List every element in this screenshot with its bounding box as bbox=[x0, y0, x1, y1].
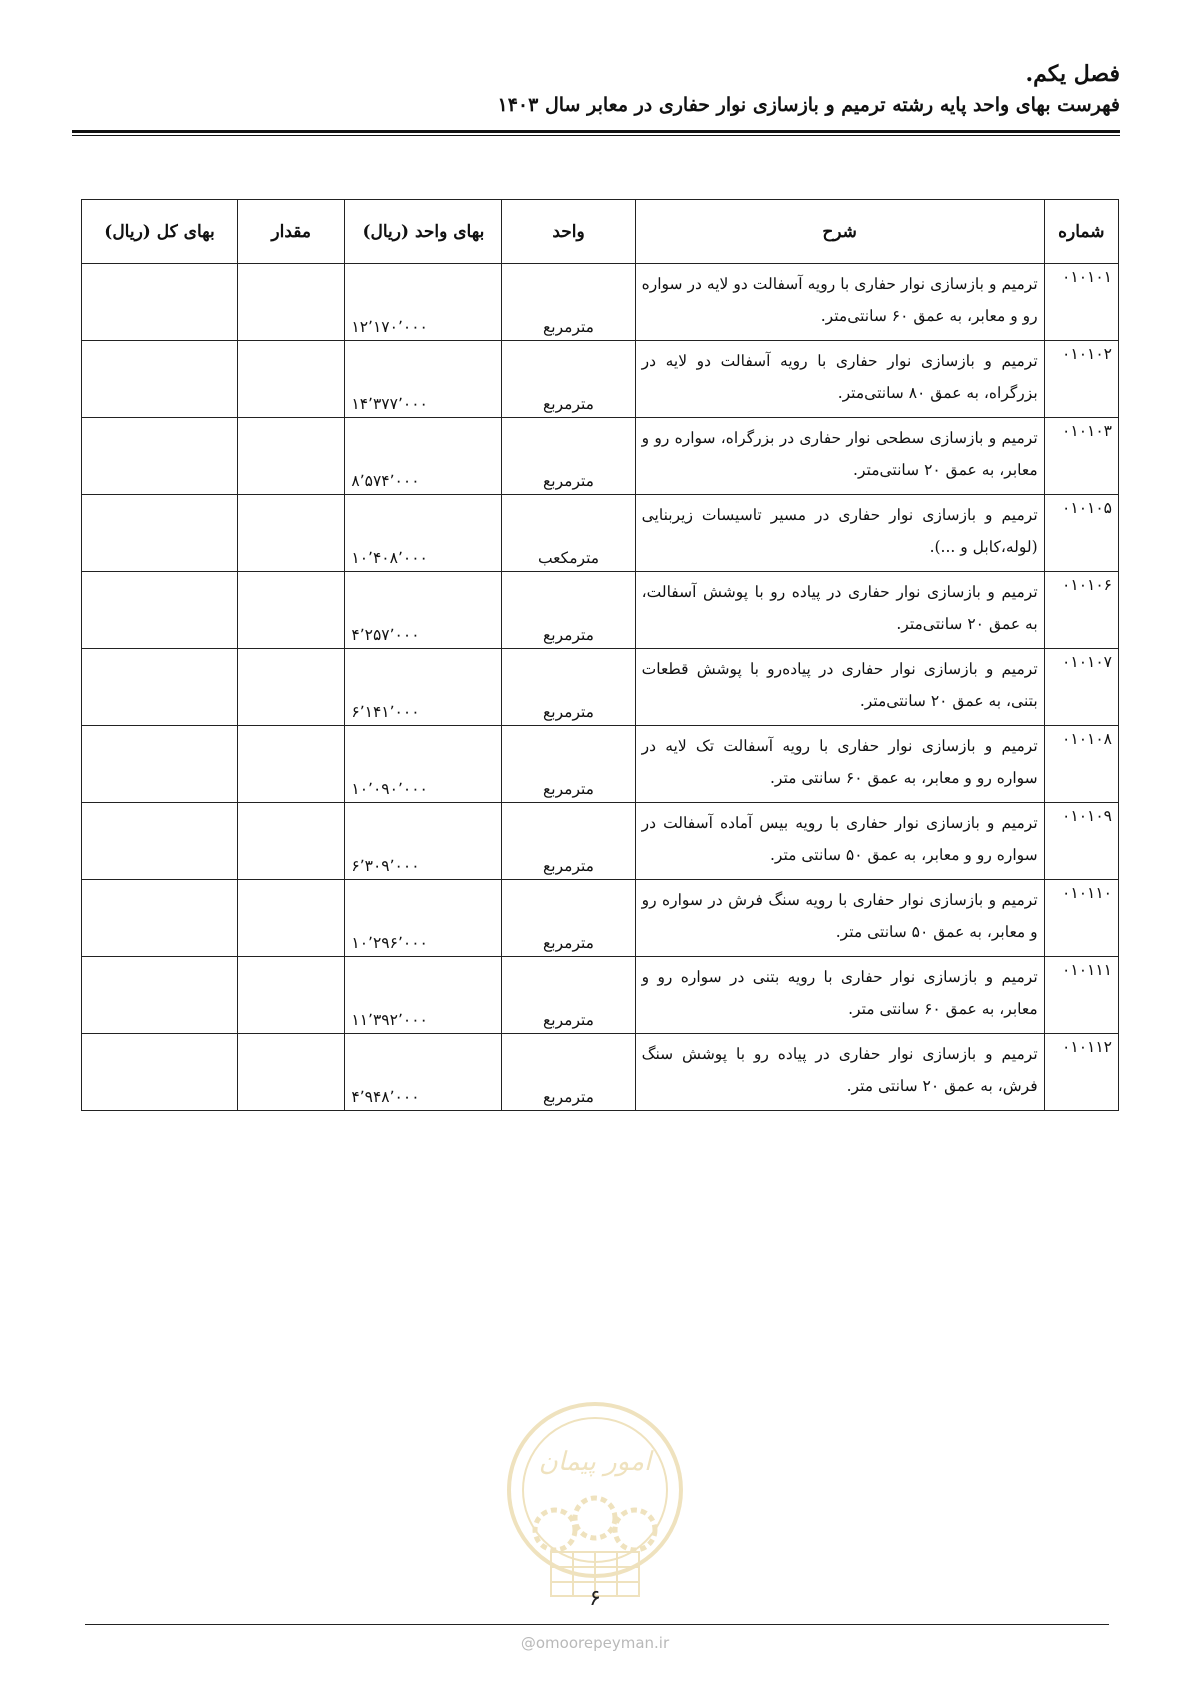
footer-credit[interactable]: @omoorepeyman.ir bbox=[520, 1634, 670, 1652]
item-total-price-cell[interactable] bbox=[82, 880, 238, 957]
item-quantity-cell[interactable] bbox=[238, 957, 345, 1034]
item-quantity-cell[interactable] bbox=[238, 341, 345, 418]
item-unit: مترمربع bbox=[502, 1034, 635, 1111]
table-row bbox=[82, 803, 1119, 880]
item-code: ۰۱۰۱۱۲ bbox=[1044, 1034, 1118, 1111]
column-header-unit: واحد bbox=[502, 200, 635, 264]
item-quantity-cell[interactable] bbox=[238, 880, 345, 957]
item-total-price-cell[interactable] bbox=[82, 1034, 238, 1111]
item-unit-price: ۸٬۵۷۴٬۰۰۰ bbox=[345, 418, 502, 495]
item-unit: مترمکعب bbox=[502, 495, 635, 572]
item-code: ۰۱۰۱۰۹ bbox=[1044, 803, 1118, 880]
item-total-price-cell[interactable] bbox=[82, 649, 238, 726]
publisher-seal-watermark bbox=[505, 1380, 685, 1620]
item-total-price-cell[interactable] bbox=[82, 572, 238, 649]
item-quantity-cell[interactable] bbox=[238, 495, 345, 572]
item-unit-price: ۶٬۳۰۹٬۰۰۰ bbox=[345, 803, 502, 880]
chapter-label: فصل یکم. bbox=[1025, 61, 1120, 87]
column-header-code: شماره bbox=[1044, 200, 1118, 264]
item-code: ۰۱۰۱۰۵ bbox=[1044, 495, 1118, 572]
item-code: ۰۱۰۱۰۳ bbox=[1044, 418, 1118, 495]
item-unit: مترمربع bbox=[502, 957, 635, 1034]
item-total-price-cell[interactable] bbox=[82, 803, 238, 880]
item-unit: مترمربع bbox=[502, 572, 635, 649]
table-row bbox=[82, 726, 1119, 803]
price-list-table bbox=[81, 199, 1119, 1111]
item-quantity-cell[interactable] bbox=[238, 1034, 345, 1111]
item-code: ۰۱۰۱۰۱ bbox=[1044, 264, 1118, 341]
table-row bbox=[82, 264, 1119, 341]
table-row bbox=[82, 880, 1119, 957]
item-unit: مترمربع bbox=[502, 649, 635, 726]
table-row bbox=[82, 572, 1119, 649]
table-header-row bbox=[82, 200, 1119, 264]
item-code: ۰۱۰۱۰۷ bbox=[1044, 649, 1118, 726]
item-quantity-cell[interactable] bbox=[238, 649, 345, 726]
item-quantity-cell[interactable] bbox=[238, 726, 345, 803]
table-row bbox=[82, 495, 1119, 572]
item-unit: مترمربع bbox=[502, 880, 635, 957]
watermark-text: امور پیمان bbox=[538, 1447, 652, 1477]
column-header-quantity: مقدار bbox=[238, 200, 345, 264]
page-number: ۶ bbox=[589, 1586, 601, 1611]
item-total-price-cell[interactable] bbox=[82, 495, 238, 572]
page-header bbox=[72, 58, 1120, 120]
item-description: ترمیم و بازسازی نوار حفاری در مسیر تاسیسات زیربنایی (لوله،کابل و ...). bbox=[635, 495, 1044, 572]
item-quantity-cell[interactable] bbox=[238, 264, 345, 341]
item-unit-price: ۱۱٬۳۹۲٬۰۰۰ bbox=[345, 957, 502, 1034]
item-description: ترمیم و بازسازی نوار حفاری در پیاده رو با پوشش آسفالت، به عمق ۲۰ سانتی‌متر. bbox=[635, 572, 1044, 649]
table-row bbox=[82, 957, 1119, 1034]
document-title: فهرست بهای واحد پایه رشته ترمیم و بازسازی نوار حفاری در معابر سال ۱۴۰۳ bbox=[497, 94, 1120, 116]
column-header-unit-price: بهای واحد (ریال) bbox=[345, 200, 502, 264]
item-code: ۰۱۰۱۱۰ bbox=[1044, 880, 1118, 957]
footer-rule bbox=[85, 1624, 1109, 1625]
item-unit: مترمربع bbox=[502, 418, 635, 495]
item-unit-price: ۱۰٬۲۹۶٬۰۰۰ bbox=[345, 880, 502, 957]
item-description: ترمیم و بازسازی نوار حفاری با رویه آسفالت دو لایه در بزرگراه، به عمق ۸۰ سانتی‌متر. bbox=[635, 341, 1044, 418]
item-total-price-cell[interactable] bbox=[82, 264, 238, 341]
item-unit: مترمربع bbox=[502, 803, 635, 880]
item-description: ترمیم و بازسازی نوار حفاری با رویه سنگ فرش در سواره رو و معابر، به عمق ۵۰ سانتی متر. bbox=[635, 880, 1044, 957]
item-quantity-cell[interactable] bbox=[238, 803, 345, 880]
item-total-price-cell[interactable] bbox=[82, 418, 238, 495]
table-row bbox=[82, 341, 1119, 418]
item-description: ترمیم و بازسازی سطحی نوار حفاری در بزرگراه، سواره رو و معابر، به عمق ۲۰ سانتی‌متر. bbox=[635, 418, 1044, 495]
item-total-price-cell[interactable] bbox=[82, 341, 238, 418]
item-description: ترمیم و بازسازی نوار حفاری در پیاده رو با پوشش سنگ فرش، به عمق ۲۰ سانتی متر. bbox=[635, 1034, 1044, 1111]
column-header-description: شرح bbox=[635, 200, 1044, 264]
item-quantity-cell[interactable] bbox=[238, 572, 345, 649]
item-unit-price: ۱۴٬۳۷۷٬۰۰۰ bbox=[345, 341, 502, 418]
item-unit-price: ۴٬۲۵۷٬۰۰۰ bbox=[345, 572, 502, 649]
item-code: ۰۱۰۱۰۸ bbox=[1044, 726, 1118, 803]
item-description: ترمیم و بازسازی نوار حفاری با رویه آسفالت دو لایه در سواره رو و معابر، به عمق ۶۰ سانتی‌متر. bbox=[635, 264, 1044, 341]
item-code: ۰۱۰۱۱۱ bbox=[1044, 957, 1118, 1034]
item-total-price-cell[interactable] bbox=[82, 957, 238, 1034]
item-unit-price: ۱۰٬۰۹۰٬۰۰۰ bbox=[345, 726, 502, 803]
item-quantity-cell[interactable] bbox=[238, 418, 345, 495]
table-row bbox=[82, 649, 1119, 726]
item-unit-price: ۱۰٬۴۰۸٬۰۰۰ bbox=[345, 495, 502, 572]
item-code: ۰۱۰۱۰۲ bbox=[1044, 341, 1118, 418]
item-description: ترمیم و بازسازی نوار حفاری در پیاده‌رو با پوشش قطعات بتنی، به عمق ۲۰ سانتی‌متر. bbox=[635, 649, 1044, 726]
item-code: ۰۱۰۱۰۶ bbox=[1044, 572, 1118, 649]
table-row bbox=[82, 1034, 1119, 1111]
item-unit: مترمربع bbox=[502, 341, 635, 418]
item-description: ترمیم و بازسازی نوار حفاری با رویه بیس آماده آسفالت در سواره رو و معابر، به عمق ۵۰ سانتی متر. bbox=[635, 803, 1044, 880]
item-unit: مترمربع bbox=[502, 264, 635, 341]
item-description: ترمیم و بازسازی نوار حفاری با رویه آسفالت تک لایه در سواره رو و معابر، به عمق ۶۰ سانتی متر. bbox=[635, 726, 1044, 803]
item-description: ترمیم و بازسازی نوار حفاری با رویه بتنی در سواره رو و معابر، به عمق ۶۰ سانتی متر. bbox=[635, 957, 1044, 1034]
item-unit-price: ۱۲٬۱۷۰٬۰۰۰ bbox=[345, 264, 502, 341]
item-unit-price: ۴٬۹۴۸٬۰۰۰ bbox=[345, 1034, 502, 1111]
table-row bbox=[82, 418, 1119, 495]
column-header-total-price: بهای کل (ریال) bbox=[82, 200, 238, 264]
header-rule bbox=[72, 130, 1120, 136]
item-unit: مترمربع bbox=[502, 726, 635, 803]
item-total-price-cell[interactable] bbox=[82, 726, 238, 803]
item-unit-price: ۶٬۱۴۱٬۰۰۰ bbox=[345, 649, 502, 726]
